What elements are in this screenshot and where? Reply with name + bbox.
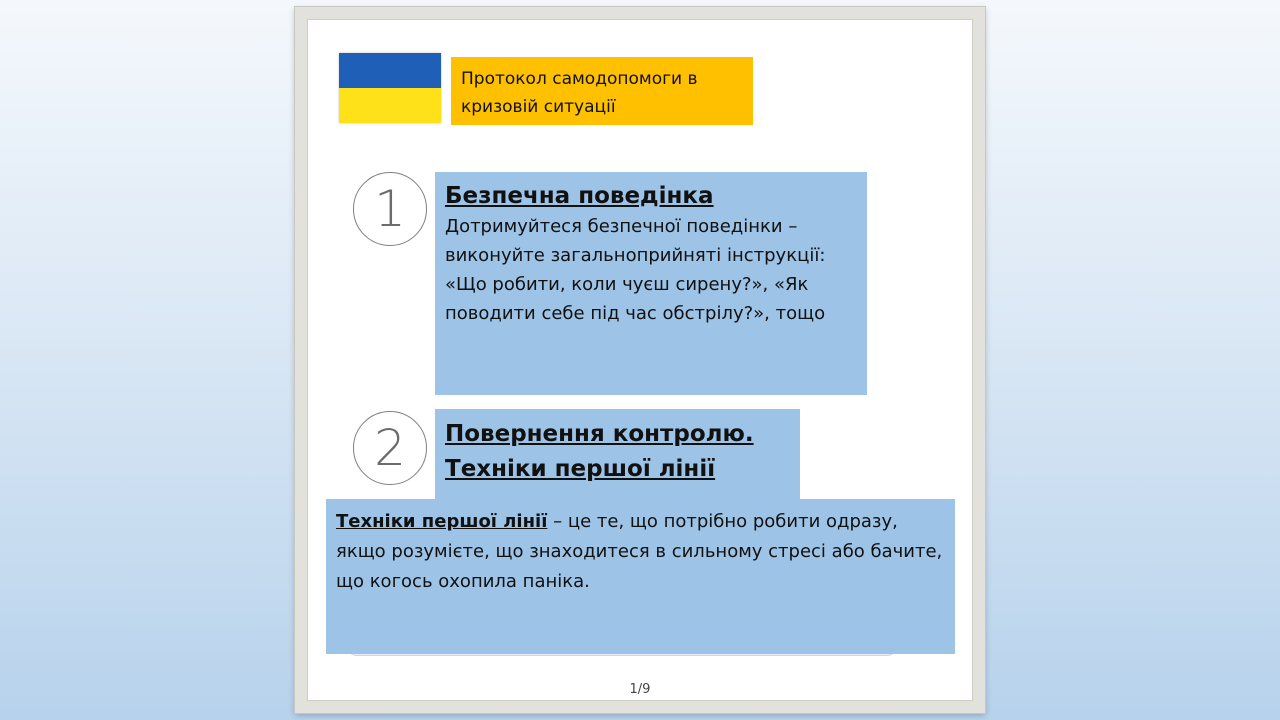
first-line-techniques-note (326, 499, 955, 654)
flag-blue-stripe (339, 53, 441, 88)
flag-yellow-stripe (339, 88, 441, 123)
step-1-heading: Безпечна поведінка (445, 183, 714, 209)
ukraine-flag-icon (339, 53, 441, 123)
step-1-body: Дотримуйтеся безпечної поведінки – виконуйте загальноприйняті інструкції: «Що робити, коли чуєш сирену?», «Як поводити себе під час обстрілу?», тощо (445, 216, 826, 324)
note-text: – це те, що потрібно робити одразу, якщо розумієте, що знаходитеся в сильному стресі або бачите, що когось охопила паніка. (336, 511, 943, 592)
step-number-2: 2 (353, 411, 427, 485)
step-2-heading-line-1: Повернення контролю. (445, 421, 754, 447)
step-1-card (435, 172, 867, 395)
page-indicator: 1/9 (629, 682, 651, 697)
step-number-1: 1 (353, 172, 427, 246)
note-lead-term: Техніки першої лінії (336, 511, 548, 532)
page-title: Протокол самодопомоги в кризовій ситуації (451, 57, 753, 125)
step-2-heading-line-2: Техніки першої лінії (445, 456, 716, 482)
step-2-card (435, 409, 800, 499)
